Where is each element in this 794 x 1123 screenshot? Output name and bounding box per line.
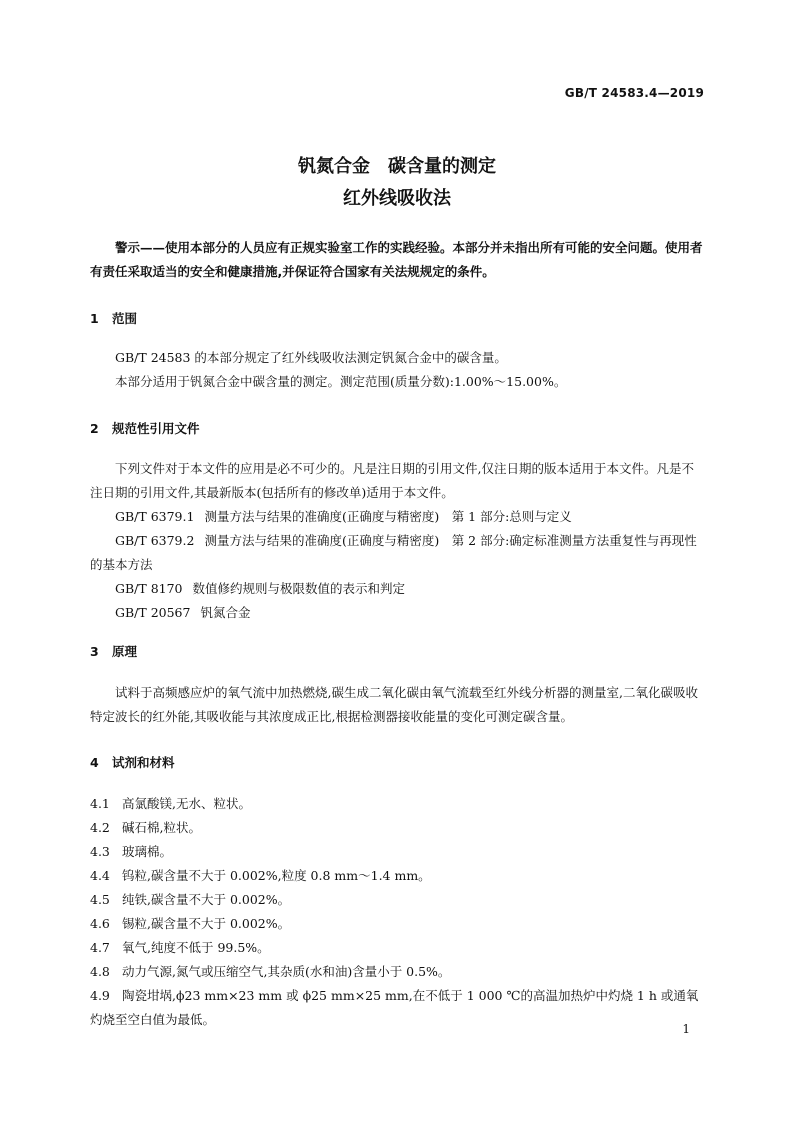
document-subtitle: 红外线吸收法 <box>343 188 451 209</box>
section-heading-scope: 1 范围 <box>90 311 138 326</box>
reference-item: GB/T 6379.1 测量方法与结果的准确度(正确度与精密度) 第 1 部分:总则与定义 <box>115 509 572 524</box>
section-scope-body <box>90 346 706 394</box>
paragraph: 试料于高频感应炉的氧气流中加热燃烧,碳生成二氧化碳由氧气流载至红外线分析器的测量室,二氧化碳吸收特定波长的红外能,其吸收能与其浓度成正比,根据检测器接收能量的变化可测定碳含量。 <box>90 685 698 724</box>
list-item: 4.3 玻璃棉。 <box>90 844 173 859</box>
section-heading-principle: 3 原理 <box>90 644 138 659</box>
list-item: 4.9 陶瓷坩埚,ϕ23 mm×23 mm 或 ϕ25 mm×25 mm,在不低于 1 000 ℃的高温加热炉中灼烧 1 h 或通氧灼烧至空白值为最低。 <box>90 988 699 1027</box>
warning-text: 警示——使用本部分的人员应有正规实验室工作的实践经验。本部分并未指出所有可能的安全问题。使用者有责任采取适当的安全和健康措施,并保证符合国家有关法规规定的条件。 <box>90 240 703 279</box>
list-item: 4.7 氧气,纯度不低于 99.5%。 <box>90 940 270 955</box>
list-item: 4.6 锡粒,碳含量不大于 0.002%。 <box>90 916 291 931</box>
document-title: 钒氮合金 碳含量的测定 <box>298 156 496 177</box>
list-item: 4.1 高氯酸镁,无水、粒状。 <box>90 796 251 811</box>
list-item: 4.4 钨粒,碳含量不大于 0.002%,粒度 0.8 mm～1.4 mm。 <box>90 868 431 883</box>
paragraph: 下列文件对于本文件的应用是必不可少的。凡是注日期的引用文件,仅注日期的版本适用于本文件。凡是不注日期的引用文件,其最新版本(包括所有的修改单)适用于本文件。 <box>90 461 694 500</box>
paragraph: 本部分适用于钒氮合金中碳含量的测定。测定范围(质量分数):1.00%～15.00%。 <box>115 374 567 389</box>
list-item: 4.8 动力气源,氮气或压缩空气,其杂质(水和油)含量小于 0.5%。 <box>90 964 451 979</box>
paragraph: GB/T 24583 的本部分规定了红外线吸收法测定钒氮合金中的碳含量。 <box>115 350 507 365</box>
reference-item: GB/T 8170 数值修约规则与极限数值的表示和判定 <box>115 581 406 596</box>
section-heading-reagents: 4 试剂和材料 <box>90 755 175 770</box>
section-principle-body <box>90 681 706 729</box>
section-references-body <box>90 457 706 625</box>
reference-item: GB/T 20567 钒氮合金 <box>115 605 251 620</box>
page-number: 1 <box>682 1022 690 1036</box>
reference-item: GB/T 6379.2 测量方法与结果的准确度(正确度与精密度) 第 2 部分:确定标准测量方法重复性与再现性的基本方法 <box>90 533 697 572</box>
standard-number: GB/T 24583.4—2019 <box>564 86 704 100</box>
section-heading-normative-references: 2 规范性引用文件 <box>90 421 200 436</box>
warning-block <box>90 236 706 284</box>
list-item: 4.5 纯铁,碳含量不大于 0.002%。 <box>90 892 291 907</box>
list-item: 4.2 碱石棉,粒状。 <box>90 820 201 835</box>
section-reagents-body <box>90 792 706 1032</box>
